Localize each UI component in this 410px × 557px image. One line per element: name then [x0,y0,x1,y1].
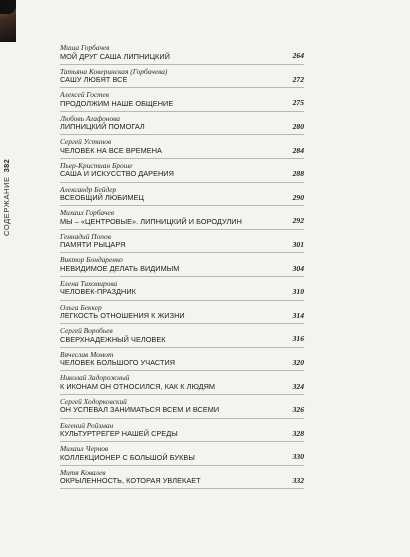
toc-entry-title: СВЕРХНАДЕЖНЫЙ ЧЕЛОВЕК [60,334,166,344]
toc-entry-title: ЧЕЛОВЕК БОЛЬШОГО УЧАСТИЯ [60,358,176,368]
toc-entry-title: КУЛЬТУРТРЕГЕР НАШЕЙ СРЕДЫ [60,429,178,438]
toc-entry-title: ВСЕОБЩИЙ ЛЮБИМЕЦ [60,193,144,203]
toc-entry-author: Митя Ковалев [60,467,106,477]
toc-entry-page-number: 310 [292,287,304,297]
corner-photo [0,0,16,42]
toc-entry[interactable] [60,135,304,159]
toc-entry-author: Николай Задорожный [60,373,130,383]
toc-entry-page-number: 275 [292,98,304,108]
toc-entry-page-number: 326 [292,405,304,415]
toc-entry-title: НЕВИДИМОЕ ДЕЛАТЬ ВИДИМЫМ [60,263,180,273]
toc-entry[interactable] [60,112,304,136]
toc-entry-title: ЛЕГКОСТЬ ОТНОШЕНИЯ К ЖИЗНИ [60,311,185,321]
toc-entry-page-number: 330 [292,452,304,462]
toc-entry[interactable] [60,41,304,65]
toc-entry-author: Геннадий Попов [60,231,111,241]
toc-entry-author: Михаил Чернов [60,444,109,454]
toc-entry-author: Виктор Бондаренко [60,255,123,265]
toc-entry-author: Евгений Ройзман [60,420,114,430]
toc-entry[interactable] [60,324,304,348]
toc-entry-author: Сергей Ходорковский [60,396,127,406]
section-label: СОДЕРЖАНИЕ [2,176,11,236]
toc-entry[interactable] [60,206,304,230]
toc-entry-page-number: 288 [292,169,304,179]
toc-entry[interactable] [60,419,304,443]
toc-entry-author: Елена Тихомирова [60,278,118,288]
toc-entry-author: Александр Бейдер [60,184,117,194]
corner-photo-hair [0,0,16,14]
toc-entry[interactable] [60,442,304,466]
toc-entry-page-number: 264 [292,51,304,61]
toc-entry-page-number: 290 [292,192,304,202]
toc-entry[interactable] [60,230,304,254]
toc-entry[interactable] [60,348,304,372]
toc-entry-page-number: 292 [292,216,304,226]
toc-entry-author: Пьер-Кристиан Броше [60,160,133,170]
toc-entry[interactable] [60,88,304,112]
toc-entry-page-number: 280 [292,121,304,131]
toc-entry-title: САШУ ЛЮБЯТ ВСЕ [60,75,128,85]
toc-entry-page-number: 328 [292,428,304,438]
toc-entry-author: Ольга Беккер [60,302,102,312]
toc-entry[interactable] [60,65,304,89]
toc-entry[interactable] [60,253,304,277]
toc-entry[interactable] [60,301,304,325]
toc-entry[interactable] [60,395,304,419]
toc-entry[interactable] [60,183,304,207]
section-label-wrap [2,159,11,236]
toc-entry-title: ЧЕЛОВЕК-ПРАЗДНИК [60,287,136,297]
toc-entry-author: Сергей Устинов [60,137,112,147]
toc-entry-page-number: 284 [292,145,304,155]
toc-entry-title: МЫ – «ЦЕНТРОВЫЕ». ЛИПНИЦКИЙ И БОРОДУЛИН [60,216,242,226]
toc-entry-title: ПРОДОЛЖИМ НАШЕ ОБЩЕНИЕ [60,98,174,108]
toc-entry-author: Алексей Гостев [60,90,110,100]
toc-entry-title: САША И ИСКУССТВО ДАРЕНИЯ [60,169,174,179]
toc-entry-title: ОН УСПЕВАЛ ЗАНИМАТЬСЯ ВСЕМ И ВСЕМИ [60,405,220,415]
toc-entry-author: Любовь Агафонова [60,113,121,123]
toc-entry[interactable] [60,371,304,395]
toc-entry[interactable] [60,159,304,183]
toc-entry-author: Татьяна Коверинская (Горбачева) [60,66,168,76]
toc-entry-page-number: 332 [292,475,304,485]
toc-entry-title: ЧЕЛОВЕК НА ВСЕ ВРЕМЕНА [60,145,162,155]
toc-entry-author: Михаил Горбачев [60,208,115,218]
toc-entry-title: МОЙ ДРУГ САША ЛИПНИЦКИЙ [60,51,170,61]
toc-entry-title: КОЛЛЕКЦИОНЕР С БОЛЬШОЙ БУКВЫ [60,452,195,462]
toc-entry-title: ЛИПНИЦКИЙ ПОМОГАЛ [60,122,145,132]
toc-entry[interactable] [60,277,304,301]
toc-entry-page-number: 314 [292,310,304,320]
toc-entry-page-number: 320 [292,357,304,367]
toc-entry-page-number: 316 [292,334,304,344]
toc-entry-page-number: 324 [292,381,304,391]
toc-entry-page-number: 301 [292,239,304,249]
toc-entry-author: Вячеслав Момот [60,349,114,359]
toc-entry-title: К ИКОНАМ ОН ОТНОСИЛСЯ, КАК К ЛЮДЯМ [60,381,216,391]
toc-entry-page-number: 304 [292,263,304,273]
toc-entry-title: ОКРЫЛЕННОСТЬ, КОТОРАЯ УВЛЕКАЕТ [60,476,201,486]
toc-entry-author: Сергей Воробьев [60,326,113,336]
toc-entry[interactable] [60,466,304,490]
toc-entry-page-number: 272 [292,74,304,84]
table-of-contents [60,41,304,489]
toc-entry-title: ПАМЯТИ РЫЦАРЯ [60,240,126,250]
toc-entry-author: Миша Горбачев [60,43,110,52]
section-page-number: 382 [2,158,11,173]
